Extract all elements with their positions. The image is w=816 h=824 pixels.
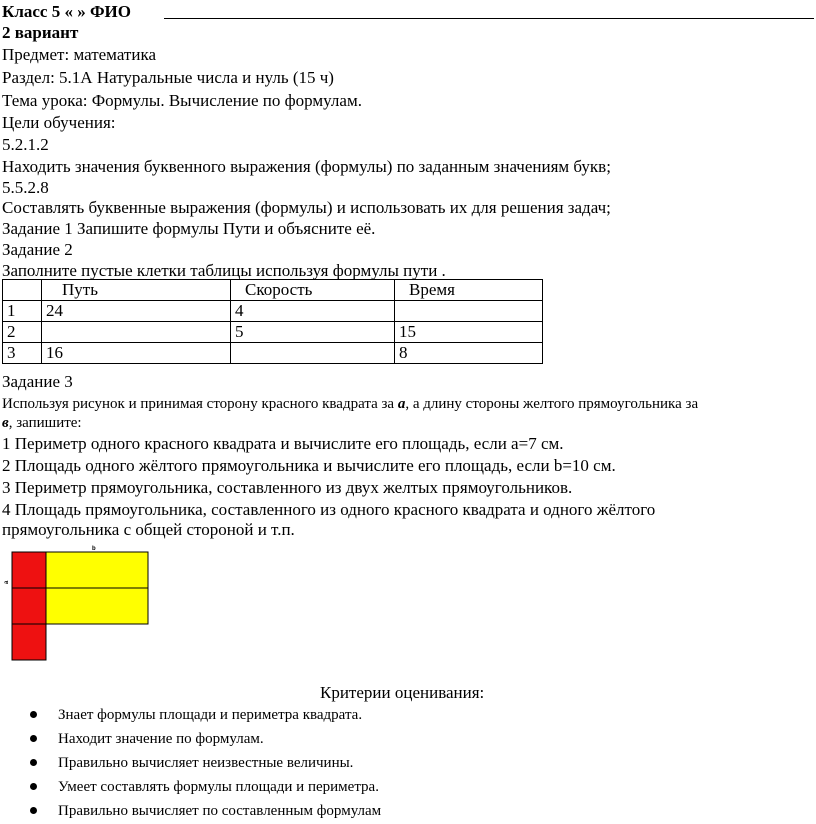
task3-item-4-cont: прямоугольника с общей стороной и т.п. xyxy=(2,520,295,539)
list-item: Правильно вычисляет неизвестные величины. xyxy=(30,752,381,776)
goal1-text: Находить значения буквенного выражения (формулы) по заданным значениям букв; xyxy=(2,157,611,176)
label-b: b xyxy=(92,546,96,552)
var-b: в xyxy=(2,415,9,431)
task3-intro-line1 xyxy=(2,394,698,414)
table-header-row xyxy=(3,280,543,301)
task3-intro-a: Используя рисунок и принимая сторону красного квадрата за xyxy=(2,396,398,412)
table-cell: 2 xyxy=(3,322,42,343)
table-cell xyxy=(42,322,231,343)
table-cell: 5 xyxy=(231,322,395,343)
table-cell: 24 xyxy=(42,301,231,322)
list-item: Умеет составлять формулы площади и периметра. xyxy=(30,776,381,800)
task3-intro-line2 xyxy=(2,413,82,433)
criteria-title: Критерии оценивания: xyxy=(320,683,485,702)
task2-title: Задание 2 xyxy=(2,240,73,259)
table-cell: 8 xyxy=(395,343,543,364)
criteria-list xyxy=(30,704,381,824)
red-square xyxy=(12,552,46,588)
variant-label: 2 вариант xyxy=(2,23,79,42)
task3-item-1: 1 Периметр одного красного квадрата и вычислите его площадь, если а=7 см. xyxy=(2,434,564,453)
table-header-cell xyxy=(3,280,42,301)
topic-line: Тема урока: Формулы. Вычисление по формулам. xyxy=(2,91,362,110)
red-square xyxy=(12,588,46,624)
table-cell: 3 xyxy=(3,343,42,364)
table-cell xyxy=(395,301,543,322)
name-underline xyxy=(164,18,814,19)
var-a: а xyxy=(397,396,406,412)
bullet-icon xyxy=(30,711,37,718)
list-item: Правильно вычисляет по составленным формулам xyxy=(30,800,381,824)
yellow-rectangle xyxy=(46,552,148,588)
task3-intro-c: , запишите: xyxy=(8,415,82,431)
task3-item-2: 2 Площадь одного жёлтого прямоугольника и вычислите его площадь, если b=10 см. xyxy=(2,456,616,475)
table-row xyxy=(3,301,543,322)
subject-line: Предмет: математика xyxy=(2,45,156,64)
task3-item-4: 4 Площадь прямоугольника, составленного из одного красного квадрата и одного жёлтого xyxy=(2,500,656,519)
task3-item-3: 3 Периметр прямоугольника, составленного из двух желтых прямоугольников. xyxy=(2,478,573,497)
speed-table xyxy=(2,279,543,364)
table-row xyxy=(3,343,543,364)
table-cell: 4 xyxy=(231,301,395,322)
table-cell: 15 xyxy=(395,322,543,343)
goal2-code: 5.5.2.8 xyxy=(2,178,49,197)
table-header-cell: Время xyxy=(395,280,543,301)
list-item: Находит значение по формулам. xyxy=(30,728,381,752)
rectangles-figure xyxy=(4,546,150,660)
goal2-text: Составлять буквенные выражения (формулы) и использовать их для решения задач; xyxy=(2,198,611,217)
task2-text: Заполните пустые клетки таблицы используя формулы пути . xyxy=(2,261,446,280)
section-line: Раздел: 5.1А Натуральные числа и нуль (15 ч) xyxy=(2,68,334,87)
yellow-rectangle xyxy=(46,588,148,624)
table-cell: 1 xyxy=(3,301,42,322)
table-row xyxy=(3,322,543,343)
bullet-icon xyxy=(30,735,37,742)
table-cell xyxy=(231,343,395,364)
bullet-icon xyxy=(30,759,37,766)
table-header-cell: Путь xyxy=(42,280,231,301)
table-cell: 16 xyxy=(42,343,231,364)
bullet-icon xyxy=(30,783,37,790)
red-square xyxy=(12,624,46,660)
label-a: a xyxy=(4,580,10,584)
header-title: Класс 5 « » ФИО xyxy=(2,2,132,21)
list-item: Знает формулы площади и периметра квадрата. xyxy=(30,704,381,728)
goals-title: Цели обучения: xyxy=(2,113,116,132)
task3-intro-b: , а длину стороны желтого прямоугольника за xyxy=(405,396,699,412)
bullet-icon xyxy=(30,807,37,814)
task1-text: Задание 1 Запишите формулы Пути и объясните её. xyxy=(2,219,376,238)
task3-title: Задание 3 xyxy=(2,372,73,391)
goal1-code: 5.2.1.2 xyxy=(2,135,49,154)
table-header-cell: Скорость xyxy=(231,280,395,301)
